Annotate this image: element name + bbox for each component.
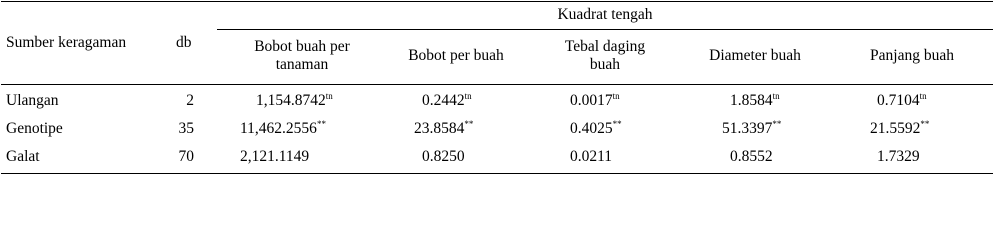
group-header-rule bbox=[217, 29, 993, 30]
col-header-diameter-buah: Diameter buah bbox=[709, 47, 801, 64]
col-header-bobot-per-buah: Bobot per buah bbox=[408, 47, 504, 64]
cell-genotipe-bobot-per-buah: 23.8584** bbox=[414, 119, 474, 137]
row-db-galat: 70 bbox=[178, 148, 194, 165]
col-header-db: db bbox=[176, 34, 192, 51]
row-source-galat: Galat bbox=[6, 148, 40, 165]
group-header: Kuadrat tengah bbox=[557, 6, 653, 23]
cell-genotipe-panjang-buah: 21.5592** bbox=[870, 119, 930, 137]
row-source-genotipe: Genotipe bbox=[6, 120, 63, 137]
col-header-bobot-buah-per-tanaman: Bobot buah per tanaman bbox=[254, 38, 350, 73]
row-db-ulangan: 2 bbox=[186, 92, 194, 109]
cell-ulangan-bobot-buah-per-tanaman: $1,154.8742^{tn}$ bbox=[256, 91, 333, 109]
cell-ulangan-panjang-buah: $0.7104^{tn}$ bbox=[877, 91, 927, 109]
cell-ulangan-diameter-buah: $1.8584^{tn}$ bbox=[730, 91, 780, 109]
cell-ulangan-bobot-per-buah: $0.2442^{tn}$ bbox=[422, 91, 472, 109]
cell-galat-diameter-buah: 0.8552 bbox=[730, 148, 773, 165]
cell-galat-tebal-daging-buah: 0.0211 bbox=[570, 148, 613, 165]
table-bottom-rule bbox=[1, 173, 993, 174]
cell-genotipe-diameter-buah: 51.3397** bbox=[722, 119, 782, 137]
cell-galat-bobot-per-buah: 0.8250 bbox=[422, 148, 465, 165]
col-header-source: Sumber keragaman bbox=[6, 34, 127, 51]
header-bottom-rule bbox=[1, 84, 993, 85]
cell-ulangan-tebal-daging-buah: $0.0017^{tn}$ bbox=[570, 91, 620, 109]
row-db-genotipe: 35 bbox=[178, 120, 194, 137]
col-header-panjang-buah: Panjang buah bbox=[870, 47, 954, 64]
table-top-rule bbox=[1, 1, 993, 2]
row-source-ulangan: Ulangan bbox=[6, 92, 59, 109]
cell-galat-bobot-buah-per-tanaman: 2,121.1149 bbox=[240, 148, 310, 165]
cell-genotipe-tebal-daging-buah: 0.4025** bbox=[570, 119, 622, 137]
cell-galat-panjang-buah: 1.7329 bbox=[877, 148, 920, 165]
col-header-tebal-daging-buah: Tebal daging buah bbox=[564, 38, 646, 73]
cell-genotipe-bobot-buah-per-tanaman: 11,462.2556** bbox=[240, 119, 326, 137]
